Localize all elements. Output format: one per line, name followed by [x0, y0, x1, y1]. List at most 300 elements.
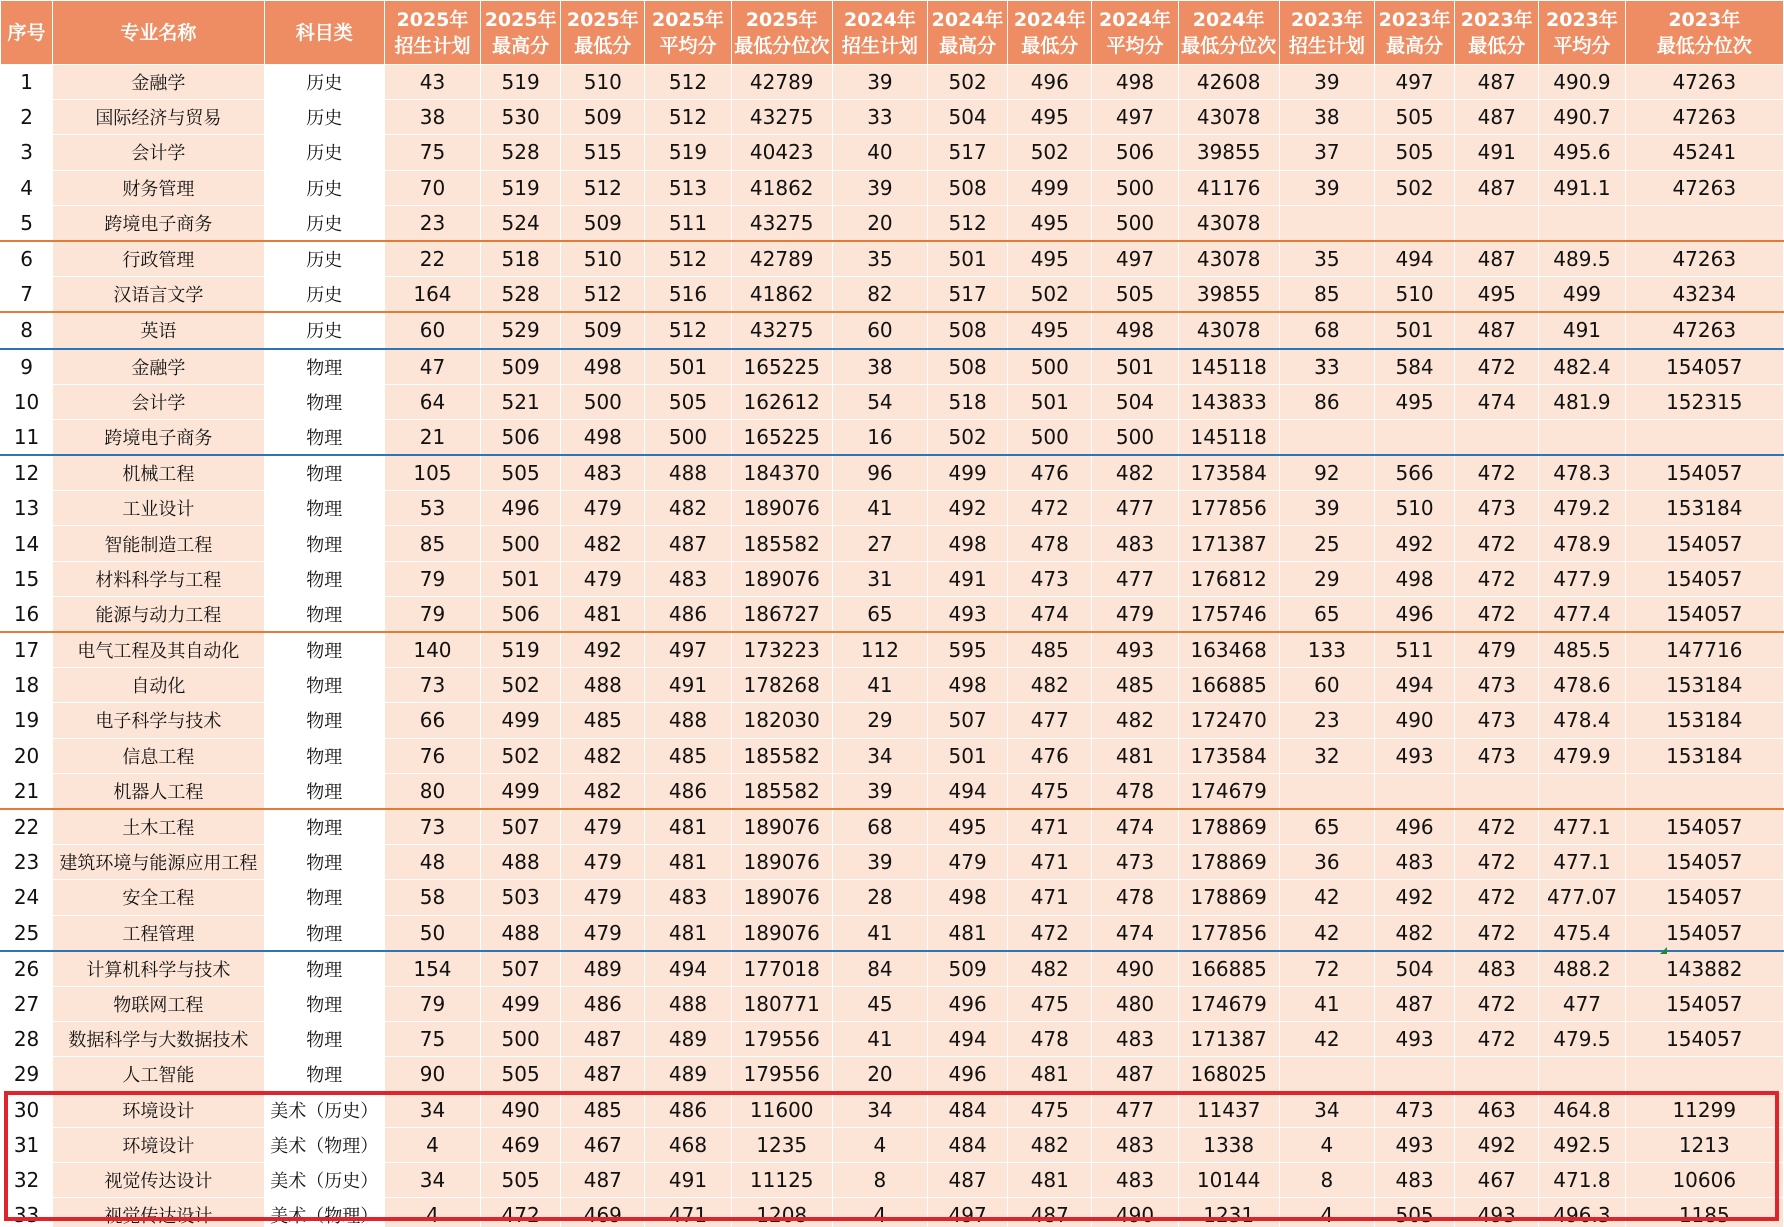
score-cell: 54	[832, 384, 927, 419]
score-cell: 489	[645, 1022, 731, 1057]
major-name-cell: 数据科学与大数据技术	[53, 1022, 264, 1057]
score-cell: 508	[928, 170, 1008, 205]
score-cell: 487	[645, 526, 731, 561]
column-header-line2: 招生计划	[841, 34, 918, 57]
score-cell: 501	[1374, 312, 1454, 348]
score-cell: 481	[645, 845, 731, 880]
score-cell: 488.2	[1539, 951, 1625, 987]
score-cell: 154057	[1625, 845, 1783, 880]
score-cell: 39	[1279, 491, 1374, 526]
score-cell: 472	[1008, 915, 1092, 951]
score-cell: 483	[1092, 1022, 1178, 1057]
column-header	[1455, 1, 1539, 65]
score-cell: 504	[928, 100, 1008, 135]
score-cell: 39855	[1178, 277, 1279, 313]
subject-category-cell: 物理	[264, 880, 384, 915]
score-cell: 42	[1279, 1022, 1374, 1057]
score-cell: 495	[1455, 277, 1539, 313]
score-cell: 528	[481, 277, 561, 313]
table-row	[1, 986, 1784, 1021]
score-cell: 185582	[731, 773, 832, 809]
table-row	[1, 1022, 1784, 1057]
score-cell: 493	[1374, 738, 1454, 773]
score-cell: 4	[384, 1198, 480, 1227]
table-row	[1, 135, 1784, 170]
row-number-cell: 32	[1, 1162, 53, 1197]
column-header-line1: 2023年	[1545, 8, 1618, 31]
score-cell: 482	[561, 773, 645, 809]
score-cell: 86	[1279, 384, 1374, 419]
score-cell: 186727	[731, 596, 832, 632]
score-cell: 495	[928, 809, 1008, 845]
score-cell: 173223	[731, 632, 832, 668]
score-cell: 499	[928, 455, 1008, 491]
score-cell: 500	[481, 1022, 561, 1057]
score-cell: 166885	[1178, 668, 1279, 703]
score-cell: 476	[1008, 455, 1092, 491]
score-cell: 477	[1092, 1092, 1178, 1127]
row-number-cell: 25	[1, 915, 53, 951]
major-name-cell: 国际经济与贸易	[53, 100, 264, 135]
score-cell: 29	[832, 703, 927, 738]
score-cell: 484	[928, 1127, 1008, 1162]
table-row	[1, 915, 1784, 951]
column-header-line1: 2025年	[484, 8, 557, 31]
score-cell: 512	[561, 277, 645, 313]
major-name-cell: 土木工程	[53, 809, 264, 845]
score-cell: 481	[1008, 1162, 1092, 1197]
score-cell: 481	[645, 915, 731, 951]
score-cell: 469	[481, 1127, 561, 1162]
score-cell: 483	[645, 561, 731, 596]
score-cell: 500	[1092, 419, 1178, 455]
major-name-cell: 环境设计	[53, 1092, 264, 1127]
row-number-cell: 26	[1, 951, 53, 987]
column-header-line2: 最高分	[1386, 34, 1444, 57]
score-cell: 479	[1455, 632, 1539, 668]
score-cell: 48	[384, 845, 480, 880]
score-cell: 79	[384, 596, 480, 632]
score-cell: 43	[384, 65, 480, 100]
score-cell: 511	[645, 205, 731, 241]
major-name-cell: 能源与动力工程	[53, 596, 264, 632]
subject-category-cell: 历史	[264, 241, 384, 277]
score-cell: 43275	[731, 312, 832, 348]
score-cell: 512	[561, 170, 645, 205]
column-header	[384, 1, 480, 65]
score-cell: 489.5	[1539, 241, 1625, 277]
subject-category-cell: 物理	[264, 773, 384, 809]
subject-category-cell: 历史	[264, 277, 384, 313]
score-cell: 154057	[1625, 455, 1783, 491]
table-row	[1, 491, 1784, 526]
score-cell: 473	[1374, 1092, 1454, 1127]
column-header-line2: 最低分位次	[1181, 34, 1277, 57]
score-cell: 174679	[1178, 773, 1279, 809]
table-row	[1, 277, 1784, 313]
score-cell: 518	[481, 241, 561, 277]
score-cell: 485	[561, 703, 645, 738]
major-name-cell: 物联网工程	[53, 986, 264, 1021]
row-number-cell: 19	[1, 703, 53, 738]
score-cell: 10144	[1178, 1162, 1279, 1197]
score-cell: 34	[1279, 1092, 1374, 1127]
score-cell: 519	[481, 632, 561, 668]
score-cell: 475.4	[1539, 915, 1625, 951]
score-cell: 58	[384, 880, 480, 915]
score-cell: 492	[1374, 526, 1454, 561]
score-cell: 472	[1455, 1022, 1539, 1057]
score-cell: 487	[561, 1022, 645, 1057]
row-number-cell: 9	[1, 349, 53, 385]
score-cell: 493	[1455, 1198, 1539, 1227]
score-cell: 42789	[731, 65, 832, 100]
column-header	[1092, 1, 1178, 65]
score-cell: 516	[645, 277, 731, 313]
score-cell: 153184	[1625, 491, 1783, 526]
table-row	[1, 384, 1784, 419]
score-cell: 469	[561, 1198, 645, 1227]
score-cell: 499	[1008, 170, 1092, 205]
score-cell: 477.1	[1539, 845, 1625, 880]
score-cell: 495	[1008, 100, 1092, 135]
score-cell: 39	[832, 845, 927, 880]
score-cell: 162612	[731, 384, 832, 419]
subject-category-cell: 物理	[264, 1022, 384, 1057]
score-cell: 519	[481, 65, 561, 100]
score-cell: 32	[1279, 738, 1374, 773]
subject-category-cell: 物理	[264, 596, 384, 632]
score-cell: 478	[1008, 526, 1092, 561]
score-cell: 507	[481, 809, 561, 845]
score-cell: 487	[561, 1162, 645, 1197]
score-cell: 482	[645, 491, 731, 526]
score-cell: 479	[561, 809, 645, 845]
score-cell: 473	[1455, 738, 1539, 773]
subject-category-cell: 物理	[264, 491, 384, 526]
score-cell: 41862	[731, 277, 832, 313]
column-header-line2: 招生计划	[394, 34, 471, 57]
score-cell: 165225	[731, 349, 832, 385]
table-body	[1, 65, 1784, 1227]
score-cell: 519	[645, 135, 731, 170]
score-cell: 502	[481, 668, 561, 703]
column-header-line1: 2023年	[1290, 8, 1363, 31]
table-row	[1, 1198, 1784, 1227]
score-cell: 496	[928, 986, 1008, 1021]
score-cell: 4	[1279, 1198, 1374, 1227]
score-cell: 472	[1455, 845, 1539, 880]
score-cell: 515	[561, 135, 645, 170]
score-cell: 482	[1008, 1127, 1092, 1162]
score-cell: 182030	[731, 703, 832, 738]
score-cell	[1279, 1057, 1374, 1092]
score-cell: 1338	[1178, 1127, 1279, 1162]
score-cell: 96	[832, 455, 927, 491]
score-cell: 42	[1279, 915, 1374, 951]
score-cell: 506	[1092, 135, 1178, 170]
score-cell: 474	[1092, 915, 1178, 951]
score-cell: 512	[645, 241, 731, 277]
score-cell: 502	[1008, 135, 1092, 170]
score-cell: 509	[561, 100, 645, 135]
table-row	[1, 738, 1784, 773]
row-number-cell: 2	[1, 100, 53, 135]
score-cell: 23	[1279, 703, 1374, 738]
score-cell: 482.4	[1539, 349, 1625, 385]
column-header-line1: 2025年	[652, 8, 724, 31]
major-name-cell: 安全工程	[53, 880, 264, 915]
score-cell: 47263	[1625, 100, 1783, 135]
score-cell: 508	[928, 312, 1008, 348]
subject-category-cell: 物理	[264, 349, 384, 385]
score-cell: 488	[645, 455, 731, 491]
score-cell: 494	[1374, 241, 1454, 277]
score-cell: 482	[1374, 915, 1454, 951]
score-cell: 180771	[731, 986, 832, 1021]
column-header-line2: 招生计划	[1288, 34, 1365, 57]
score-cell	[1374, 773, 1454, 809]
score-cell: 484	[928, 1092, 1008, 1127]
score-cell: 486	[645, 1092, 731, 1127]
score-cell: 497	[1092, 100, 1178, 135]
subject-category-cell: 物理	[264, 1057, 384, 1092]
major-name-cell: 建筑环境与能源应用工程	[53, 845, 264, 880]
score-cell: 473	[1092, 845, 1178, 880]
column-header-line1: 专业名称	[120, 21, 197, 44]
score-cell: 185582	[731, 526, 832, 561]
score-cell: 143882	[1625, 951, 1783, 987]
score-cell: 506	[481, 596, 561, 632]
column-header-line1: 2023年	[1378, 8, 1451, 31]
score-cell: 185582	[731, 738, 832, 773]
table-row	[1, 880, 1784, 915]
score-cell: 501	[1092, 349, 1178, 385]
score-cell: 53	[384, 491, 480, 526]
score-cell: 493	[1374, 1022, 1454, 1057]
score-cell: 477.07	[1539, 880, 1625, 915]
table-row	[1, 668, 1784, 703]
score-cell: 47263	[1625, 170, 1783, 205]
score-cell: 471.8	[1539, 1162, 1625, 1197]
score-cell: 491	[1455, 135, 1539, 170]
major-name-cell: 材料科学与工程	[53, 561, 264, 596]
score-cell: 501	[1008, 384, 1092, 419]
score-cell: 497	[928, 1198, 1008, 1227]
score-cell: 178869	[1178, 880, 1279, 915]
table-row	[1, 170, 1784, 205]
major-name-cell: 英语	[53, 312, 264, 348]
score-cell: 23	[384, 205, 480, 241]
score-cell: 65	[832, 596, 927, 632]
score-cell: 475	[1008, 1092, 1092, 1127]
score-cell: 147716	[1625, 632, 1783, 668]
score-cell: 512	[645, 312, 731, 348]
score-cell: 47263	[1625, 65, 1783, 100]
score-cell: 40	[832, 135, 927, 170]
score-cell: 68	[1279, 312, 1374, 348]
score-cell: 482	[1092, 455, 1178, 491]
major-name-cell: 智能制造工程	[53, 526, 264, 561]
score-cell: 168025	[1178, 1057, 1279, 1092]
score-cell: 477	[1008, 703, 1092, 738]
score-cell: 524	[481, 205, 561, 241]
score-cell: 500	[645, 419, 731, 455]
score-cell: 474	[1455, 384, 1539, 419]
table-row	[1, 455, 1784, 491]
score-cell: 488	[481, 845, 561, 880]
subject-category-cell: 历史	[264, 100, 384, 135]
score-cell: 512	[928, 205, 1008, 241]
score-cell: 85	[1279, 277, 1374, 313]
score-cell: 472	[1455, 986, 1539, 1021]
subject-category-cell: 历史	[264, 135, 384, 170]
score-cell: 11125	[731, 1162, 832, 1197]
major-name-cell: 环境设计	[53, 1127, 264, 1162]
score-cell: 509	[561, 205, 645, 241]
score-cell: 47263	[1625, 312, 1783, 348]
score-cell: 38	[384, 100, 480, 135]
score-cell: 481	[1008, 1057, 1092, 1092]
score-cell: 43275	[731, 205, 832, 241]
score-cell: 42	[1279, 880, 1374, 915]
score-cell: 494	[928, 773, 1008, 809]
score-cell: 489	[561, 951, 645, 987]
score-cell: 189076	[731, 491, 832, 526]
score-cell: 179556	[731, 1057, 832, 1092]
score-cell: 492.5	[1539, 1127, 1625, 1162]
score-cell: 481	[928, 915, 1008, 951]
score-cell: 85	[384, 526, 480, 561]
score-cell: 145118	[1178, 419, 1279, 455]
score-cell: 41	[1279, 986, 1374, 1021]
column-header-line2: 最低分位次	[734, 34, 830, 57]
major-name-cell: 会计学	[53, 384, 264, 419]
score-cell: 166885	[1178, 951, 1279, 987]
cell-comment-marker	[1660, 947, 1667, 954]
score-cell: 521	[481, 384, 561, 419]
score-cell: 496	[1008, 65, 1092, 100]
score-cell: 507	[481, 951, 561, 987]
score-cell	[1539, 773, 1625, 809]
score-cell: 487	[1374, 986, 1454, 1021]
score-cell: 485.5	[1539, 632, 1625, 668]
score-cell: 472	[1455, 455, 1539, 491]
score-cell: 518	[928, 384, 1008, 419]
score-cell: 490	[481, 1092, 561, 1127]
score-cell: 112	[832, 632, 927, 668]
column-header	[645, 1, 731, 65]
score-cell: 492	[1374, 880, 1454, 915]
score-cell: 39855	[1178, 135, 1279, 170]
score-cell: 487	[1008, 1198, 1092, 1227]
score-cell: 474	[1008, 596, 1092, 632]
score-cell: 175746	[1178, 596, 1279, 632]
score-cell: 485	[561, 1092, 645, 1127]
score-cell: 505	[1374, 135, 1454, 170]
score-cell: 39	[832, 773, 927, 809]
score-cell: 68	[832, 809, 927, 845]
row-number-cell: 30	[1, 1092, 53, 1127]
score-cell: 512	[645, 65, 731, 100]
score-cell: 472	[1455, 349, 1539, 385]
major-name-cell: 工业设计	[53, 491, 264, 526]
score-cell: 82	[832, 277, 927, 313]
column-header-line1: 2024年	[1192, 8, 1265, 31]
score-cell: 499	[481, 986, 561, 1021]
score-cell: 478	[1092, 880, 1178, 915]
score-cell: 490	[1374, 703, 1454, 738]
score-cell: 176812	[1178, 561, 1279, 596]
row-number-cell: 28	[1, 1022, 53, 1057]
score-cell: 498	[561, 349, 645, 385]
row-number-cell: 4	[1, 170, 53, 205]
row-number-cell: 23	[1, 845, 53, 880]
subject-category-cell: 物理	[264, 738, 384, 773]
score-cell: 179556	[731, 1022, 832, 1057]
score-cell: 11437	[1178, 1092, 1279, 1127]
score-cell: 481	[1092, 738, 1178, 773]
row-number-cell: 14	[1, 526, 53, 561]
score-cell: 60	[384, 312, 480, 348]
score-cell: 480	[1092, 986, 1178, 1021]
score-cell: 491	[1539, 312, 1625, 348]
score-cell: 36	[1279, 845, 1374, 880]
score-cell: 31	[832, 561, 927, 596]
score-cell	[1374, 1057, 1454, 1092]
score-cell: 43078	[1178, 241, 1279, 277]
score-cell: 472	[1455, 915, 1539, 951]
score-cell: 501	[481, 561, 561, 596]
score-cell: 504	[1092, 384, 1178, 419]
score-cell: 498	[1374, 561, 1454, 596]
score-cell: 491	[928, 561, 1008, 596]
column-header-line2: 最低分	[1468, 34, 1526, 57]
score-cell: 477	[1539, 986, 1625, 1021]
score-cell: 178869	[1178, 809, 1279, 845]
score-cell: 475	[1008, 773, 1092, 809]
score-cell	[1539, 205, 1625, 241]
score-cell: 481.9	[1539, 384, 1625, 419]
score-cell: 498	[561, 419, 645, 455]
score-cell: 497	[1374, 65, 1454, 100]
score-cell: 41176	[1178, 170, 1279, 205]
table-row	[1, 632, 1784, 668]
subject-category-cell: 物理	[264, 809, 384, 845]
score-cell: 473	[1455, 491, 1539, 526]
score-cell: 510	[1374, 491, 1454, 526]
table-row	[1, 241, 1784, 277]
score-cell: 154057	[1625, 1022, 1783, 1057]
score-cell: 530	[481, 100, 561, 135]
score-cell: 477.1	[1539, 809, 1625, 845]
score-cell: 25	[1279, 526, 1374, 561]
score-cell: 39	[1279, 65, 1374, 100]
column-header-line1: 2024年	[1099, 8, 1171, 31]
score-cell: 528	[481, 135, 561, 170]
score-cell: 483	[1374, 845, 1454, 880]
score-cell: 483	[1092, 1162, 1178, 1197]
column-header	[53, 1, 264, 65]
score-cell	[1279, 419, 1374, 455]
score-cell: 473	[1455, 703, 1539, 738]
score-cell: 11299	[1625, 1092, 1783, 1127]
column-header	[832, 1, 927, 65]
score-cell: 500	[1008, 349, 1092, 385]
score-cell: 488	[561, 668, 645, 703]
subject-category-cell: 美术（物理）	[264, 1198, 384, 1227]
score-cell: 65	[1279, 809, 1374, 845]
